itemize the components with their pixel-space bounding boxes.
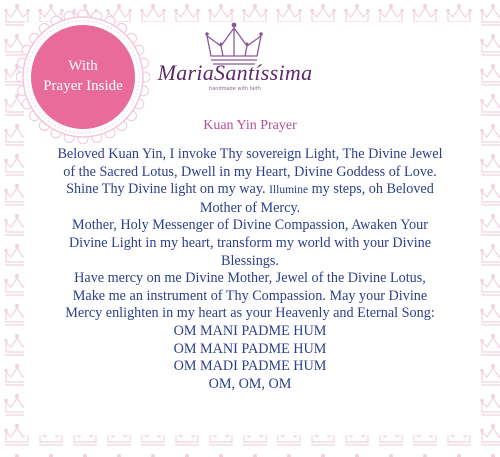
- prayer-line-part: my steps, oh Beloved: [311, 181, 434, 198]
- mantra-line: OM MANI PADME HUM: [173, 322, 327, 339]
- prayer-line: Mercy enlighten in my heart as your Heavenly and Eternal Song:: [65, 305, 435, 322]
- prayer-line: of the Sacred Lotus, Dwell in my Heart, Divine Goddess of Love.: [63, 163, 437, 180]
- prayer-title: Kuan Yin Prayer: [203, 118, 297, 133]
- badge-line-1: With: [68, 58, 98, 74]
- prayer-line: Have mercy on me Divine Mother, Jewel of the Divine Lotus,: [74, 270, 426, 287]
- mantra-line: OM, OM, OM: [208, 375, 292, 392]
- prayer-line: Blessings.: [221, 252, 279, 269]
- prayer-line: Mother of Mercy.: [199, 199, 301, 216]
- prayer-line: Mother, Holy Messenger of Divine Compassion, Awaken Your: [72, 217, 428, 234]
- mantra-line: OM MADI PADME HUM: [173, 358, 327, 375]
- prayer-line: Beloved Kuan Yin, I invoke Thy sovereign Light, The Divine Jewel: [57, 146, 443, 162]
- brand-name: MariaSantíssima: [157, 60, 313, 85]
- brand-tagline: handmade with faith: [209, 86, 261, 92]
- prayer-line: Divine Light in my heart, transform my world with your Divine: [68, 234, 432, 251]
- badge-line-2: Prayer Inside: [43, 78, 123, 94]
- prayer-line: [34, 181, 466, 200]
- prayer-line-part: Shine Thy Divine light on my way.: [66, 181, 266, 198]
- mantra-line: OM MANI PADME HUM: [173, 340, 327, 357]
- prayer-text: [34, 146, 466, 393]
- prayer-line-small-word: Illumine: [269, 184, 309, 197]
- prayer-line: Make me an instrument of Thy Compassion. May your Divine: [72, 287, 428, 304]
